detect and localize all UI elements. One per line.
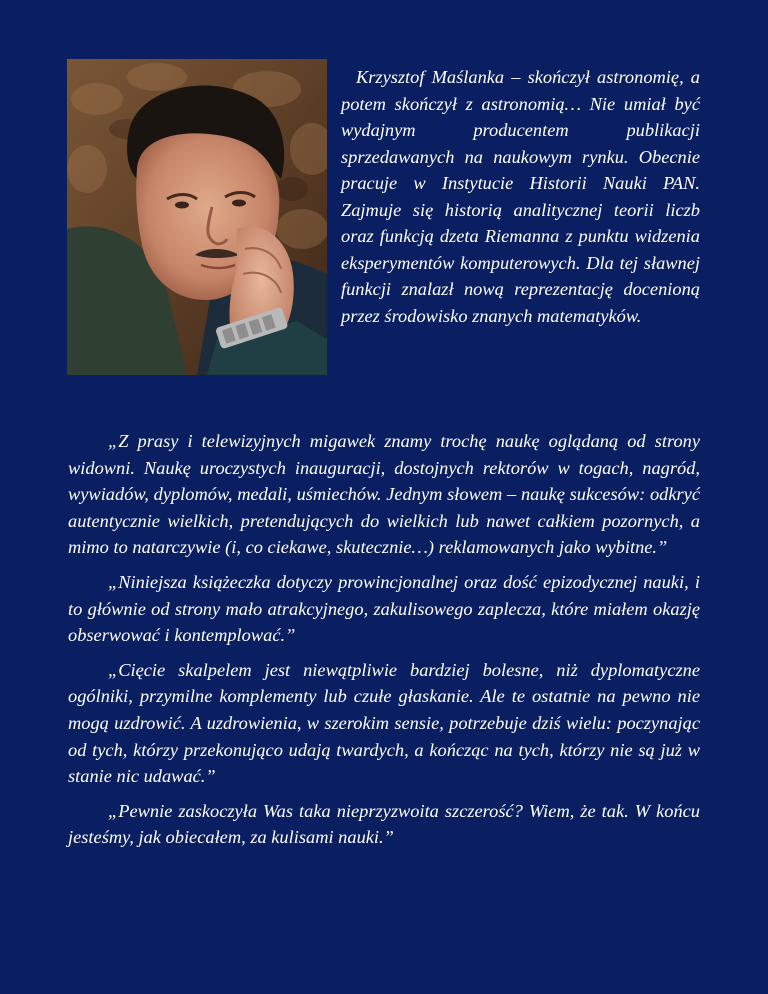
quote-paragraph: „Z prasy i telewizyjnych migawek znamy trochę naukę oglądaną od strony widowni. Naukę uroczystych inauguracji, dostojnych rektorów w togach, nagród, wywiadów, dyplomów, medali, uśmiechów. Jednym słowem – naukę sukcesów: odkryć autentycznie wielkich, pretendujących do wielkich lub nawet całkiem pozornych, a mimo to natarczywie (i, co ciekawe, skutecznie…) reklamowanych jako wybitne.”	[68, 431, 700, 558]
quote-paragraph: „Niniejsza książeczka dotyczy prowincjonalnej oraz dość epizodycznej nauki, i to głównie od strony mało atrakcyjnego, zakulisowego zaplecza, które miałem okazję obserwować i kontemplować.”	[68, 571, 700, 646]
author-bio: Krzysztof Maślanka – skończył astronomię, a potem skończył z astronomią… Nie umiał być wydajnym producentem publikacji sprzedawanych na naukowym rynku. Obecnie pracuje w Instytucie Historii Nauki PAN. Zajmuje się historią analitycznej teorii liczb oraz funkcją dzeta Riemanna z punktu widzenia eksperymentów komputerowych. Dla tej sławnej funkcji znalazł nową reprezentację docenioną przez środowisko znanych matematyków.	[341, 67, 700, 326]
quotes-section	[68, 428, 700, 859]
author-photo	[67, 59, 327, 375]
quote-paragraph: „Pewnie zaskoczyła Was taka nieprzyzwoita szczerość? Wiem, że tak. W końcu jesteśmy, jak obiecałem, za kulisami nauki.”	[68, 800, 700, 848]
author-portrait-icon	[67, 59, 327, 375]
quote-paragraph: „Cięcie skalpelem jest niewątpliwie bardziej bolesne, niż dyplomatyczne ogólniki, przymilne komplementy lub czułe głaskanie. Ale te ostatnie na pewno nie mogą uzdrowić. A uzdrowienia, w szerokim sensie, potrzebuje dziś wielu: poczynając od tych, którzy przekonująco udają twardych, a kończąc na tych, którzy nie są już w stanie nic udawać.”	[68, 659, 700, 787]
